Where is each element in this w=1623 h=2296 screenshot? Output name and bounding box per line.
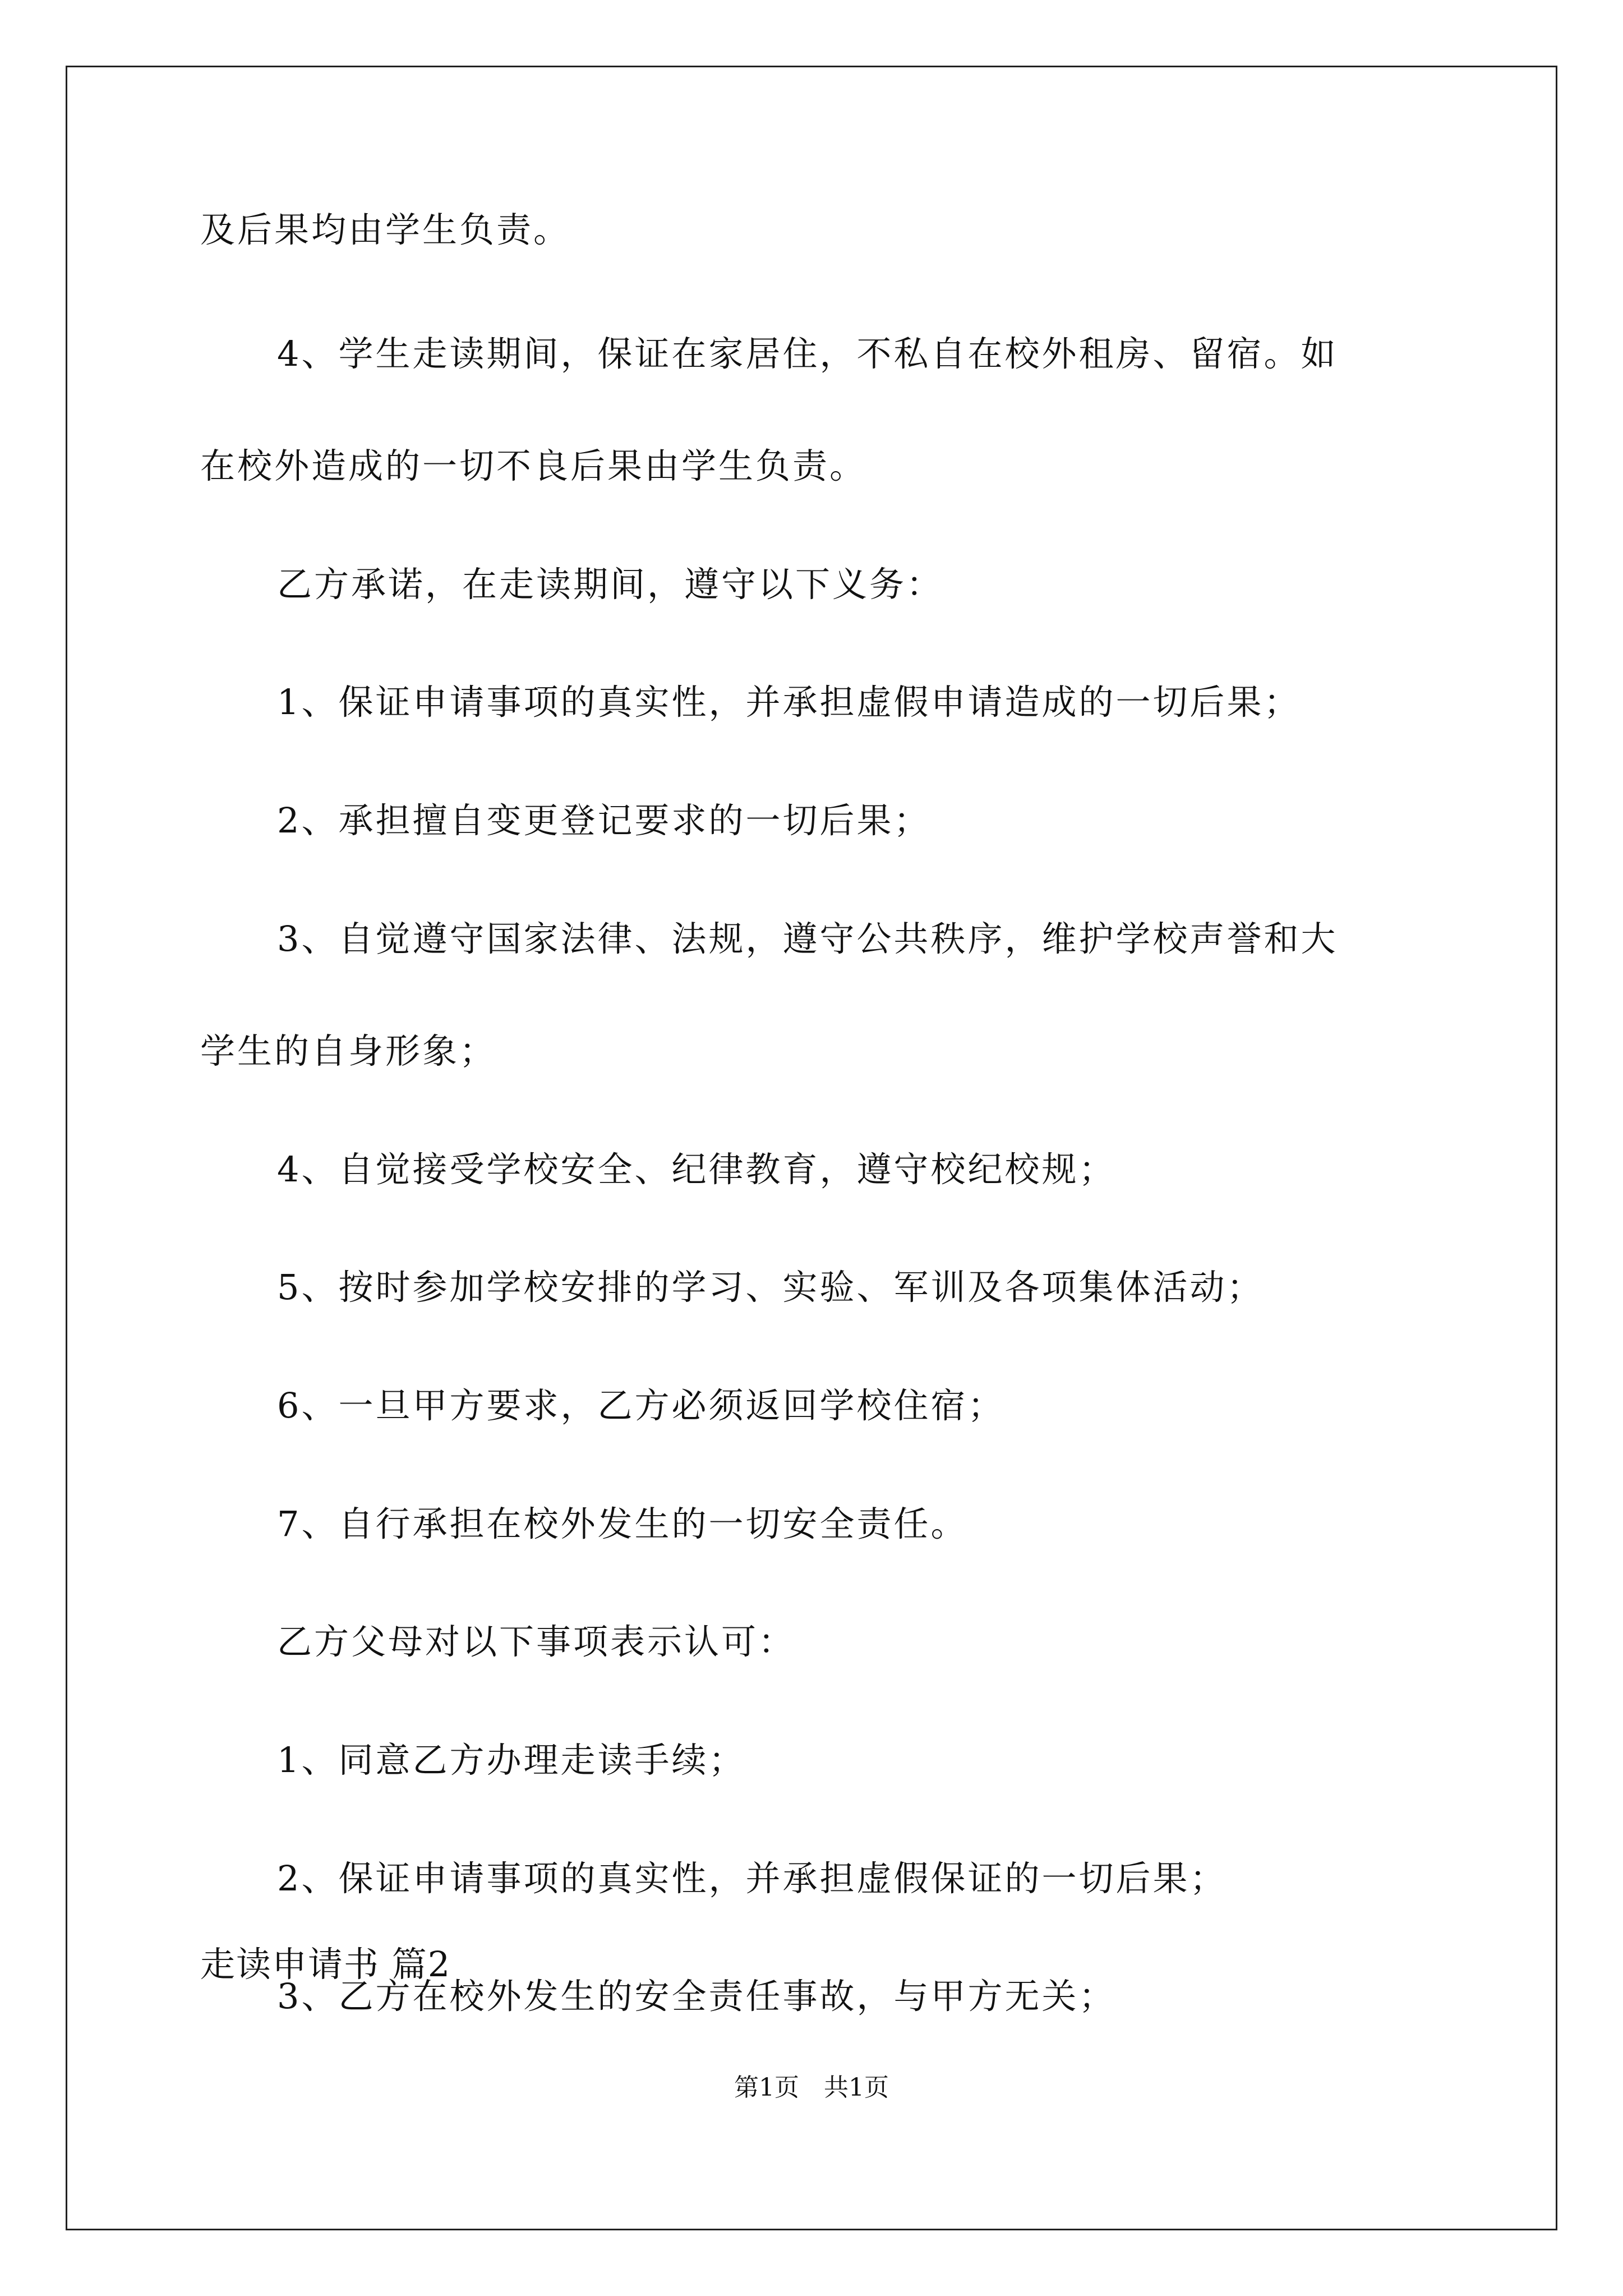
text-line-12: 7、自行承担在校外发生的一切安全责任。 <box>277 1503 968 1544</box>
text-line-9: 4、自觉接受学校安全、纪律教育，遵守校纪校规； <box>277 1149 1116 1190</box>
section-heading: 走读申请书 篇2 <box>200 1944 451 1985</box>
text-line-14: 1、同意乙方办理走读手续； <box>277 1740 746 1780</box>
text-line-7: 3、自觉遵守国家法律、法规，遵守公共秩序，维护学校声誉和大 <box>277 918 1338 959</box>
text-line-1: 及后果均由学生负责。 <box>200 209 571 250</box>
text-line-5: 1、保证申请事项的真实性，并承担虚假申请造成的一切后果； <box>277 682 1301 723</box>
text-line-15: 2、保证申请事项的真实性，并承担虚假保证的一切后果； <box>277 1858 1227 1899</box>
text-line-3: 在校外造成的一切不良后果由学生负责。 <box>200 445 867 486</box>
text-line-13: 乙方父母对以下事项表示认可： <box>277 1621 796 1662</box>
text-line-11: 6、一旦甲方要求，乙方必须返回学校住宿； <box>277 1385 1005 1426</box>
text-line-4: 乙方承诺，在走读期间，遵守以下义务： <box>277 564 944 605</box>
page-number-footer: 第1页 共1页 <box>734 2073 889 2102</box>
text-line-2: 4、学生走读期间，保证在家居住，不私自在校外租房、留宿。如 <box>277 333 1338 374</box>
text-line-8: 学生的自身形象； <box>200 1030 497 1071</box>
text-line-10: 5、按时参加学校安排的学习、实验、军训及各项集体活动； <box>277 1267 1264 1308</box>
text-line-16: 3、乙方在校外发生的安全责任事故，与甲方无关； <box>277 1976 1116 2017</box>
text-line-6: 2、承担擅自变更登记要求的一切后果； <box>277 800 931 841</box>
